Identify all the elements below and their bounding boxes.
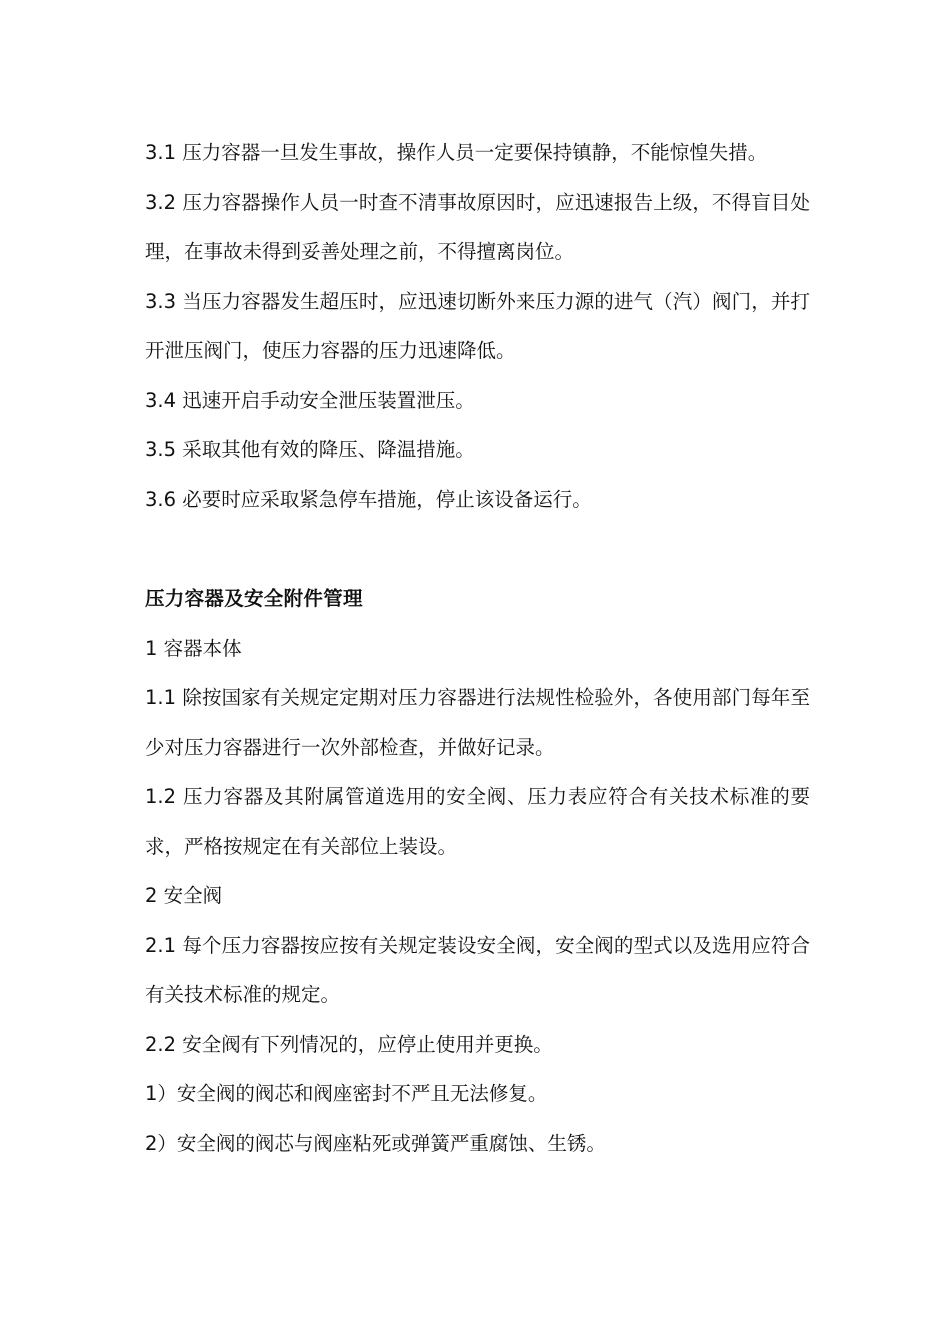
paragraph-2-2: 2.2 安全阀有下列情况的，应停止使用并更换。 xyxy=(145,1032,553,1056)
document-body xyxy=(145,128,810,1168)
paragraph-2-1: 2.1 每个压力容器按应按有关规定装设安全阀，安全阀的型式以及选用应符合有关技术标准的规定。 xyxy=(145,933,810,1006)
paragraph-3-6: 3.6 必要时应采取紧急停车措施，停止该设备运行。 xyxy=(145,487,592,511)
paragraph-1-2: 1.2 压力容器及其附属管道选用的安全阀、压力表应符合有关技术标准的要求，严格按规定在有关部位上装设。 xyxy=(145,785,810,858)
paragraph-3-3: 3.3 当压力容器发生超压时，应迅速切断外来压力源的进气（汽）阀门，并打开泄压阀门，使压力容器的压力迅速降低。 xyxy=(145,289,810,362)
section-title: 压力容器及安全附件管理 xyxy=(145,587,363,610)
heading-safety-valve: 2 安全阀 xyxy=(145,884,223,907)
paragraph-1-1: 1.1 除按国家有关规定定期对压力容器进行法规性检验外，各使用部门每年至少对压力容器进行一次外部检查，并做好记录。 xyxy=(145,686,810,759)
paragraph-3-2: 3.2 压力容器操作人员一时查不清事故原因时，应迅速报告上级，不得盲目处理，在事故未得到妥善处理之前，不得擅离岗位。 xyxy=(145,190,810,263)
list-item-2: 2）安全阀的阀芯与阀座粘死或弹簧严重腐蚀、生锈。 xyxy=(145,1131,606,1155)
list-item-1: 1）安全阀的阀芯和阀座密封不严且无法修复。 xyxy=(145,1082,548,1105)
heading-container-body: 1 容器本体 xyxy=(145,636,242,660)
section-spacer xyxy=(145,524,810,574)
paragraph-3-1: 3.1 压力容器一旦发生事故，操作人员一定要保持镇静，不能惊惶失措。 xyxy=(145,141,768,164)
paragraph-3-4: 3.4 迅速开启手动安全泄压装置泄压。 xyxy=(145,388,475,412)
paragraph-3-5: 3.5 采取其他有效的降压、降温措施。 xyxy=(145,438,475,461)
